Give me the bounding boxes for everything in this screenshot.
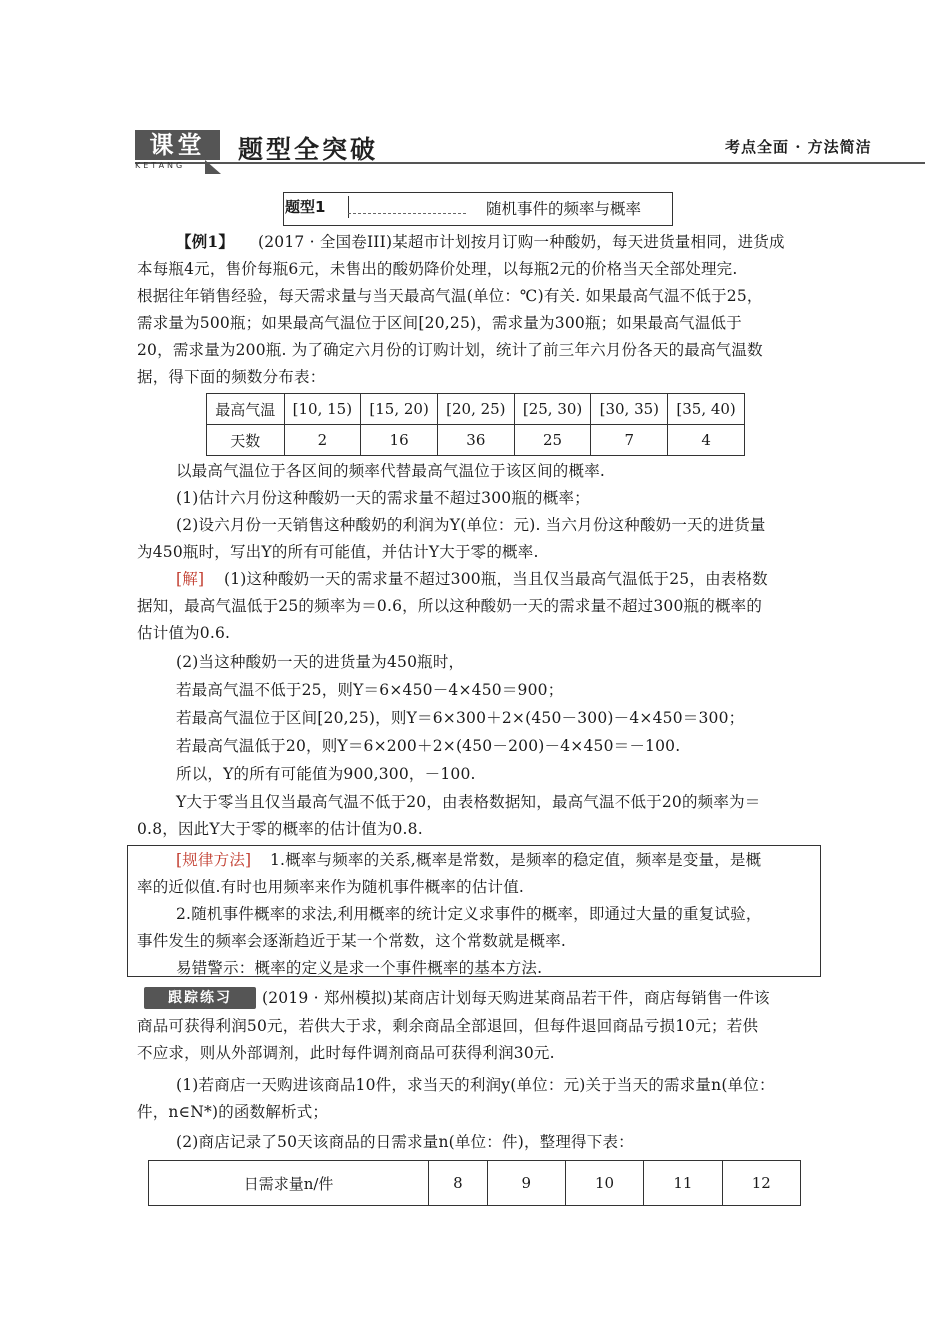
table-cell: [20, 25) (437, 394, 514, 425)
table-row (149, 1161, 801, 1206)
table-cell: [30, 35) (591, 394, 668, 425)
solution-line: 若最高气温低于20，则Y＝6×200＋2×(450－200)－4×450＝－100. (176, 737, 681, 755)
table-cell: 16 (361, 425, 438, 456)
section-badge-sub: KETANG (135, 161, 186, 170)
practice-line: (2019 · 郑州模拟)某商店计划每天购进某商品若干件，商店每销售一件该 (262, 989, 770, 1007)
table-cell: [15, 20) (361, 394, 438, 425)
section-badge: 课堂 (135, 130, 220, 160)
method-line: 1.概率与频率的关系,概率是常数，是频率的稳定值，频率是变量，是概 (270, 851, 762, 869)
section-tagline: 考点全面 · 方法简洁 (725, 138, 872, 156)
table-cell: 日需求量n/件 (149, 1161, 429, 1206)
question-line: (2)设六月份一天销售这种酸奶的利润为Y(单位：元). 当六月份这种酸奶一天的进货量 (176, 516, 766, 534)
practice-line: (2)商店记录了50天该商品的日需求量n(单位：件)，整理得下表： (176, 1133, 634, 1151)
solution-line: 若最高气温位于区间[20,25)，则Y＝6×300＋2×(450－300)－4×450＝300； (176, 709, 745, 727)
solution-line: 0.8，因此Y大于零的概率的估计值为0.8. (137, 820, 423, 838)
table-cell: 9 (487, 1161, 565, 1206)
solution-line: (2)当这种酸奶一天的进货量为450瓶时， (176, 653, 465, 671)
method-line: 2.随机事件概率的求法,利用概率的统计定义求事件的概率，即通过大量的重复试验， (176, 905, 762, 923)
question-line: 以最高气温位于各区间的频率代替最高气温位于该区间的概率. (176, 462, 606, 480)
question-line: (1)估计六月份这种酸奶一天的需求量不超过300瓶的概率； (176, 489, 590, 507)
table-cell: 2 (284, 425, 361, 456)
practice-line: 不应求，则从外部调剂，此时每件调剂商品可获得利润30元. (137, 1044, 555, 1062)
table-cell: 8 (429, 1161, 487, 1206)
solution-line: 若最高气温不低于25，则Y＝6×450－4×450＝900； (176, 681, 564, 699)
example-line: 本每瓶4元，售价每瓶6元，未售出的酸奶降价处理，以每瓶2元的价格当天全部处理完. (137, 260, 738, 278)
table-cell: 12 (722, 1161, 800, 1206)
practice-line: (1)若商店一天购进该商品10件，求当天的利润y(单位：元)关于当天的需求量n(单位： (176, 1076, 775, 1094)
example-label: 【例1】 (176, 232, 235, 251)
method-line: 易错警示：概率的定义是求一个事件概率的基本方法. (176, 959, 543, 977)
table-cell: 10 (565, 1161, 643, 1206)
example-line: 根据往年销售经验，每天需求量与当天最高气温(单位：℃)有关. 如果最高气温不低于25， (137, 287, 763, 305)
method-label: [规律方法] (176, 851, 252, 869)
topic-tag: 题型1 (285, 198, 326, 216)
table-cell: 最高气温 (207, 394, 285, 425)
method-line: 率的近似值.有时也用频率来作为随机事件概率的估计值. (137, 878, 525, 896)
table-cell: 4 (668, 425, 745, 456)
method-line: 事件发生的频率会逐渐趋近于某一个常数，这个常数就是概率. (137, 932, 567, 950)
table-cell: [10, 15) (284, 394, 361, 425)
table-row (207, 394, 745, 425)
topic-underline (348, 213, 466, 215)
table-cell: 7 (591, 425, 668, 456)
practice-line: 件，n∈N*)的函数解析式； (137, 1103, 329, 1121)
solution-line: 据知，最高气温低于25的频率为＝0.6，所以这种酸奶一天的需求量不超过300瓶的概率的 (137, 597, 763, 615)
solution-line: 所以，Y的所有可能值为900,300，－100. (176, 765, 476, 783)
topic-title: 随机事件的频率与概率 (486, 200, 642, 218)
table-cell: 25 (514, 425, 591, 456)
practice-tag: 跟踪练习 (144, 987, 256, 1009)
table-cell: 天数 (207, 425, 285, 456)
table-cell: 36 (437, 425, 514, 456)
table-row (207, 425, 745, 456)
solution-line: (1)这种酸奶一天的需求量不超过300瓶，当且仅当最高气温低于25，由表格数 (224, 570, 768, 588)
table-cell: [25, 30) (514, 394, 591, 425)
solution-line: 估计值为0.6. (137, 624, 231, 642)
example-line: (2017 · 全国卷III)某超市计划按月订购一种酸奶，每天进货量相同，进货成 (258, 233, 785, 251)
daily-demand-table (148, 1160, 801, 1206)
practice-line: 商品可获得利润50元，若供大于求，剩余商品全部退回，但每件退回商品亏损10元；若供 (137, 1017, 759, 1035)
example-line: 20，需求量为200瓶. 为了确定六月份的订购计划，统计了前三年六月份各天的最高气温数 (137, 341, 763, 359)
solution-line: Y大于零当且仅当最高气温不低于20，由表格数据知，最高气温不低于20的频率为＝ (176, 793, 761, 811)
table-cell: [35, 40) (668, 394, 745, 425)
example-line: 需求量为500瓶；如果最高气温位于区间[20,25)，需求量为300瓶；如果最高气温低于 (137, 314, 742, 332)
table-cell: 11 (644, 1161, 722, 1206)
solution-label: [解] (176, 570, 205, 588)
example-line: 据，得下面的频数分布表： (137, 368, 326, 386)
section-title: 题型全突破 (238, 135, 379, 164)
question-line: 为450瓶时，写出Y的所有可能值，并估计Y大于零的概率. (137, 543, 539, 561)
temperature-frequency-table (206, 393, 745, 456)
